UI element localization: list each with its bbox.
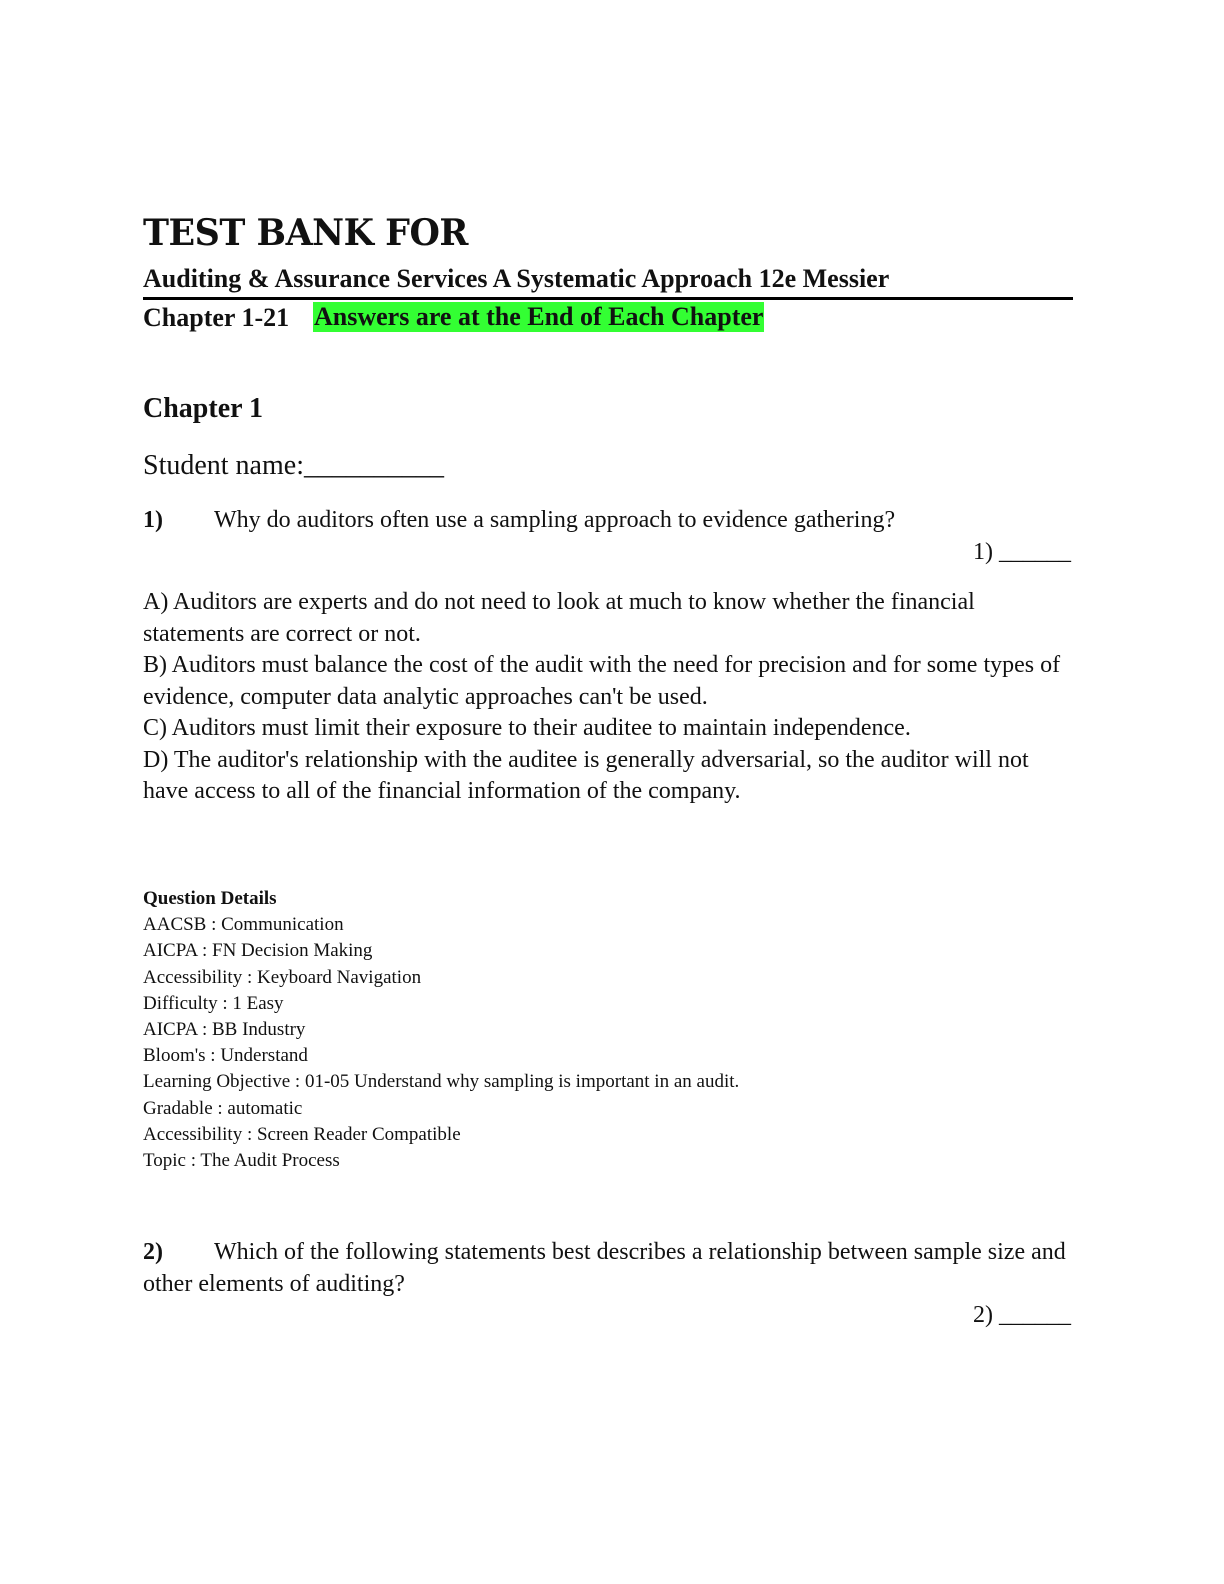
- answer-options: [143, 587, 1073, 808]
- detail-item: Learning Objective : 01-05 Understand why sampling is important in an audit.: [143, 1071, 740, 1093]
- question-number: 1): [143, 507, 163, 533]
- detail-item: Accessibility : Keyboard Navigation: [143, 966, 422, 988]
- question-details-title: Question Details: [143, 888, 277, 909]
- option-d[interactable]: D) The auditor's relationship with the auditee is generally adversarial, so the auditor will not have access to all of the financial information of the company.: [143, 746, 1029, 804]
- chapter-heading: Chapter 1: [143, 393, 264, 424]
- chapter-range: Chapter 1-21: [143, 303, 290, 332]
- detail-item: Topic : The Audit Process: [143, 1150, 340, 1172]
- answer-blank[interactable]: 1) ______: [973, 539, 1071, 565]
- detail-item: AICPA : FN Decision Making: [143, 940, 373, 962]
- question-text: Which of the following statements best describes a relationship between sample size and other elements of auditing?: [143, 1239, 1066, 1297]
- question-text: Why do auditors often use a sampling approach to evidence gathering?: [214, 507, 896, 533]
- answer-blank[interactable]: 2) ______: [973, 1302, 1071, 1328]
- document-title: TEST BANK FOR: [143, 212, 468, 254]
- question-2: [143, 1236, 1073, 1300]
- header-divider: [143, 297, 1073, 300]
- option-b[interactable]: B) Auditors must balance the cost of the audit with the need for precision and for some types of evidence, computer data analytic approaches can't be used.: [143, 652, 1061, 710]
- detail-item: Bloom's : Understand: [143, 1045, 308, 1067]
- detail-item: Difficulty : 1 Easy: [143, 992, 284, 1014]
- question-number: 2): [143, 1239, 163, 1265]
- option-a[interactable]: A) Auditors are experts and do not need to look at much to know whether the financial statements are correct or not.: [143, 589, 975, 647]
- student-name-field[interactable]: Student name:__________: [143, 450, 444, 481]
- option-c[interactable]: C) Auditors must limit their exposure to their auditee to maintain independence.: [143, 715, 911, 741]
- detail-item: Accessibility : Screen Reader Compatible: [143, 1123, 461, 1145]
- detail-item: AACSB : Communication: [143, 914, 344, 936]
- question-details: [143, 886, 739, 1174]
- book-subtitle: Auditing & Assurance Services A Systematic Approach 12e Messier: [143, 264, 890, 293]
- detail-item: AICPA : BB Industry: [143, 1019, 306, 1041]
- answers-highlight-note: Answers are at the End of Each Chapter: [314, 302, 764, 331]
- detail-item: Gradable : automatic: [143, 1097, 303, 1119]
